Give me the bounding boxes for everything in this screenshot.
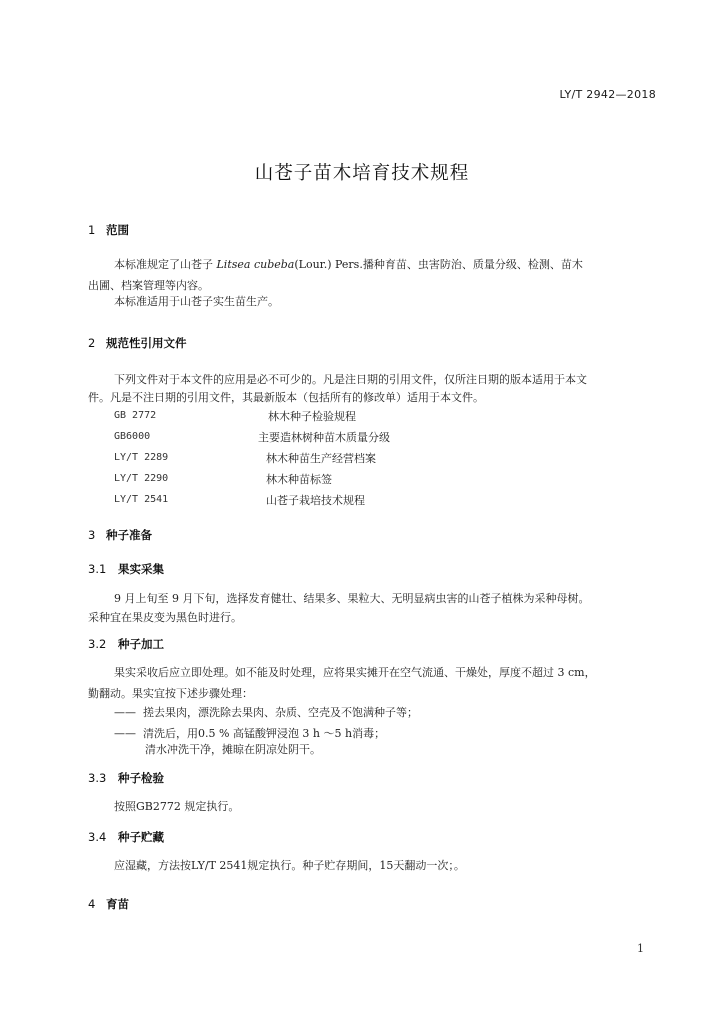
reference-code: LY/T 2541 bbox=[114, 494, 169, 505]
subsection-heading-3-2 bbox=[88, 636, 164, 652]
section-number: 1 bbox=[88, 223, 96, 237]
reference-title: 山苍子栽培技术规程 bbox=[266, 494, 365, 507]
subsection-number: 3.4 bbox=[88, 830, 107, 844]
paragraph-scope-line2: 出圃、档案管理等内容。 bbox=[88, 279, 209, 292]
section-number: 4 bbox=[88, 897, 96, 911]
paragraph-seed-processing-line2: 勤翻动。果实宜按下述步骤处理： bbox=[88, 687, 253, 700]
paragraph-seed-storage: 应湿藏，方法按LY/T 2541规定执行。种子贮存期间，15天翻动一次；。 bbox=[114, 859, 465, 872]
page-number: 1 bbox=[637, 942, 644, 955]
section-heading-3 bbox=[88, 527, 152, 543]
section-number: 3 bbox=[88, 528, 96, 542]
reference-title: 林木种子检验规程 bbox=[268, 410, 356, 423]
section-heading-2 bbox=[88, 335, 187, 351]
latin-name: Litsea cubeba bbox=[216, 258, 295, 271]
text-run: 本标准规定了山苍子 bbox=[114, 258, 217, 271]
paragraph-fruit-collection-line1: 9 月上旬至 9 月下旬，选择发育健壮、结果多、果粒大、无明显病虫害的山苍子植株为采种母树。 bbox=[114, 592, 590, 605]
subsection-heading-3-3 bbox=[88, 770, 164, 786]
standard-code: LY/T 2942—2018 bbox=[559, 88, 656, 101]
subsection-heading-3-1 bbox=[88, 561, 164, 577]
paragraph-refs-line2: 件。凡是不注日期的引用文件，其最新版本（包括所有的修改单）适用于本文件。 bbox=[88, 391, 484, 404]
document-title: 山苍子苗木培育技术规程 bbox=[254, 163, 470, 184]
subsection-title: 种子贮藏 bbox=[118, 830, 164, 844]
dash-mark: —— bbox=[114, 727, 136, 740]
paragraph-scope-line1 bbox=[114, 254, 583, 276]
section-number: 2 bbox=[88, 336, 96, 350]
dash-mark: —— bbox=[114, 706, 136, 719]
subsection-title: 果实采集 bbox=[118, 562, 164, 576]
paragraph-scope-applicability: 本标准适用于山苍子实生苗生产。 bbox=[114, 295, 279, 308]
section-title: 规范性引用文件 bbox=[106, 336, 187, 350]
section-title: 种子准备 bbox=[106, 528, 152, 542]
subsection-title: 种子检验 bbox=[118, 771, 164, 785]
reference-code: GB6000 bbox=[114, 431, 151, 442]
subsection-number: 3.2 bbox=[88, 637, 107, 651]
reference-title: 林木种苗标签 bbox=[266, 473, 332, 486]
paragraph-seed-processing-line1: 果实采收后应立即处理。如不能及时处理，应将果实摊开在空气流通、干燥处，厚度不超过 3 cm， bbox=[114, 666, 596, 679]
reference-title: 主要造林树种苗木质量分级 bbox=[258, 431, 390, 444]
text-run: (Lour.) Pers.播种育苗、虫害防治、质量分级、检测、苗木 bbox=[294, 258, 583, 271]
paragraph-fruit-collection-line2: 采种宜在果皮变为黑色时进行。 bbox=[88, 611, 242, 624]
paragraph-seed-testing: 按照GB2772 规定执行。 bbox=[114, 800, 240, 813]
subsection-number: 3.1 bbox=[88, 562, 107, 576]
subsection-number: 3.3 bbox=[88, 771, 107, 785]
list-item-text: 清洗后，用0.5 % 高锰酸钾浸泡 3 h ～5 h消毒； bbox=[143, 727, 386, 740]
list-item-dash-2-continuation: 清水冲洗干净，摊晾在阴凉处阴干。 bbox=[145, 743, 321, 756]
reference-code: LY/T 2289 bbox=[114, 452, 169, 463]
list-item-dash-1 bbox=[114, 704, 418, 720]
paragraph-refs-line1: 下列文件对于本文件的应用是必不可少的。凡是注日期的引用文件，仅所注日期的版本适用于本文 bbox=[114, 373, 587, 386]
section-title: 范围 bbox=[106, 223, 129, 237]
subsection-heading-3-4 bbox=[88, 829, 164, 845]
list-item-text: 搓去果肉，漂洗除去果肉、杂质、空壳及不饱满种子等； bbox=[143, 706, 418, 719]
section-heading-4 bbox=[88, 896, 129, 912]
reference-code: LY/T 2290 bbox=[114, 473, 169, 484]
section-title: 育苗 bbox=[106, 897, 129, 911]
reference-title: 林木种苗生产经营档案 bbox=[266, 452, 376, 465]
subsection-title: 种子加工 bbox=[118, 637, 164, 651]
section-heading-1 bbox=[88, 222, 129, 238]
reference-code: GB 2772 bbox=[114, 410, 157, 421]
